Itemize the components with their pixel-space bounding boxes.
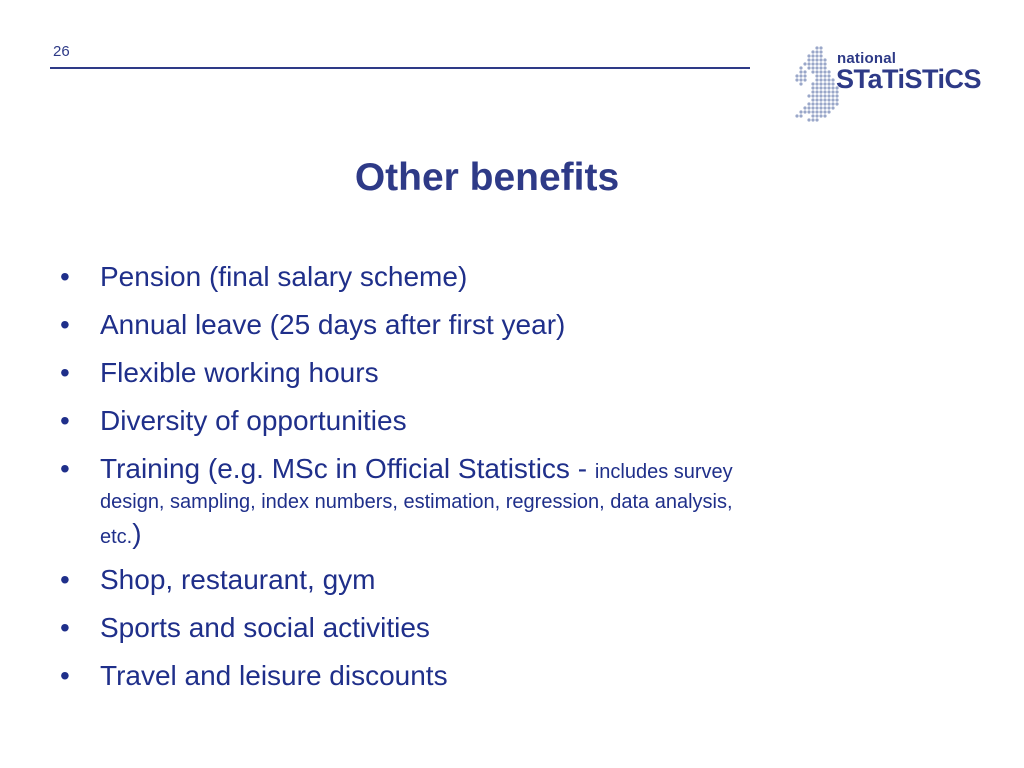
bullet-icon: •	[60, 660, 70, 691]
logo-national-text: national	[837, 50, 897, 67]
list-item	[56, 604, 936, 652]
training-detail-3: etc.	[100, 526, 133, 548]
bullet-icon: •	[60, 612, 70, 643]
list-item-text: Sports and social activities	[100, 612, 430, 643]
training-text: Training (e.g. MSc in Official Statistics -	[100, 453, 595, 484]
bullet-icon: •	[60, 405, 70, 436]
benefits-list	[56, 253, 936, 700]
logo-statistics-text: STaTiSTiCS	[836, 64, 982, 94]
list-item-text: Shop, restaurant, gym	[100, 564, 376, 595]
bullet-icon: •	[60, 564, 70, 595]
list-item	[56, 556, 936, 604]
list-item	[56, 652, 936, 700]
national-statistics-logo	[795, 44, 985, 126]
list-item-text: Diversity of opportunities	[100, 405, 407, 436]
training-detail-1: includes survey	[594, 461, 733, 483]
training-close-paren: )	[132, 518, 142, 549]
list-item	[56, 397, 936, 445]
list-item	[56, 301, 936, 349]
header-divider	[50, 67, 750, 69]
list-item-text: Flexible working hours	[100, 357, 379, 388]
bullet-icon: •	[60, 309, 70, 340]
list-item-text: Travel and leisure discounts	[100, 660, 448, 691]
training-detail-2: design, sampling, index numbers, estimation, regression, data analysis,	[100, 491, 733, 513]
bullet-icon: •	[60, 453, 70, 484]
list-item	[56, 253, 936, 301]
slide-title: Other benefits	[354, 156, 620, 199]
bullet-icon: •	[60, 357, 70, 388]
list-item-text: Pension (final salary scheme)	[100, 261, 468, 292]
list-item-training	[56, 445, 936, 556]
list-item	[56, 349, 936, 397]
list-item-text: Annual leave (25 days after first year)	[100, 309, 566, 340]
bullet-icon: •	[60, 261, 70, 292]
page-number: 26	[53, 43, 70, 60]
